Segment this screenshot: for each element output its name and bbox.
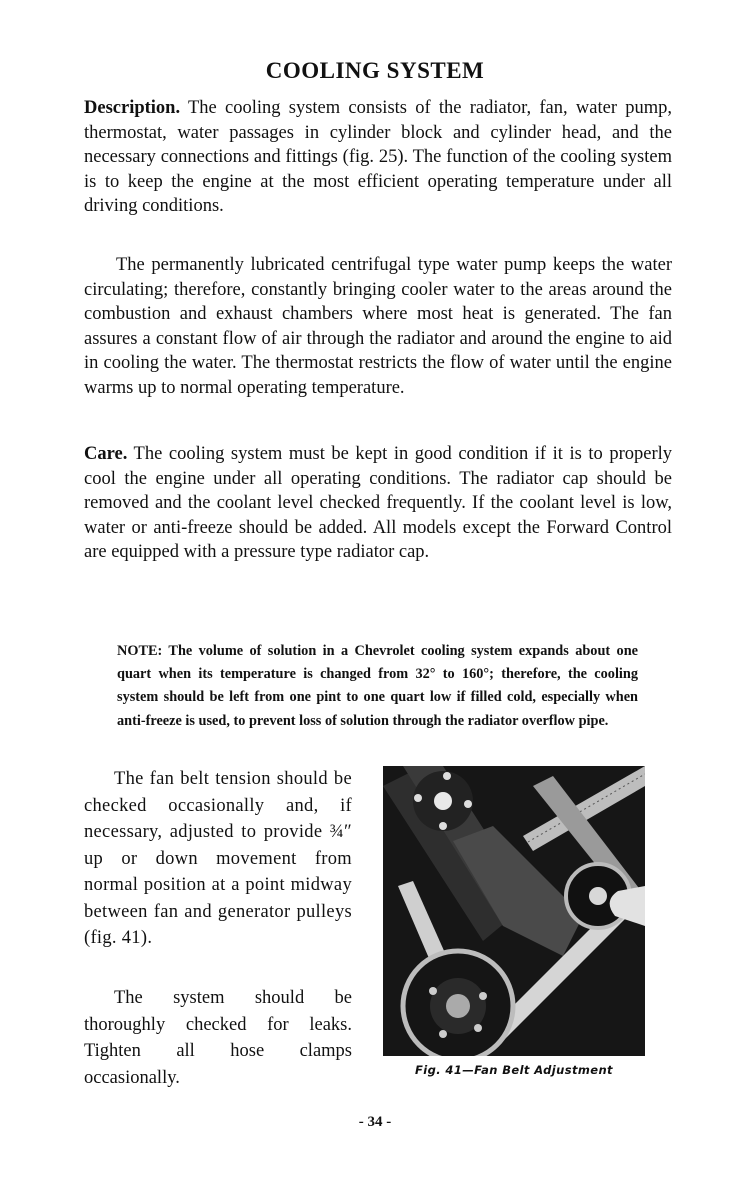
fan-belt-photo-icon <box>383 766 645 1056</box>
fan-belt-paragraph: The fan belt tension should be checked occasionally and, if necessary, adjusted to provide ¾″ up or down movement from normal position at a point midway between fan and generator pulleys (fig. 41). <box>84 769 352 948</box>
leaks-paragraph: The system should be thoroughly checked for leaks. Tighten all hose clamps occasionally. <box>84 988 352 1088</box>
page-number: - 34 - <box>358 1114 392 1130</box>
description-text: The cooling system consists of the radiator, fan, water pump, thermostat, water passages in cylinder block and cylinder head, and the necessary connections and fittings (fig. 25). The function of the cooling system is to keep the engine at the most efficient operating temperature under all driving conditions. <box>84 98 672 217</box>
care-heading: Care. <box>84 444 128 464</box>
description-paragraph <box>84 96 672 219</box>
fan-belt-photo <box>383 766 645 1056</box>
care-text: The cooling system must be kept in good condition if it is to properly cool the engine under all operating conditions. The radiator cap should be removed and the coolant level checked frequently. If the coolant level is low, water or anti-freeze should be added. All models except the Forward Control are equipped with a pressure type radiator cap. <box>84 444 672 563</box>
water-pump-paragraph: The permanently lubricated centrifugal type water pump keeps the water circulating; therefore, constantly bringing cooler water to the areas around the combustion and exhaust chambers where most heat is generated. The fan assures a constant flow of air through the radiator and around the engine to aid in cooling the water. The thermostat restricts the flow of water until the engine warms up to normal operating temperature. <box>84 255 672 398</box>
figure-caption: Fig. 41—Fan Belt Adjustment <box>415 1063 613 1077</box>
care-paragraph <box>84 442 672 565</box>
page-title: COOLING SYSTEM <box>265 58 485 83</box>
note-block: NOTE: The volume of solution in a Chevrolet cooling system expands about one quart when its temperature is changed from 32° to 160°; therefore, the cooling system should be left from one pint to one quart low if filled cold, especially when anti-freeze is used, to prevent loss of solution through the radiator overflow pipe. <box>117 643 638 729</box>
description-heading: Description. <box>84 98 181 118</box>
